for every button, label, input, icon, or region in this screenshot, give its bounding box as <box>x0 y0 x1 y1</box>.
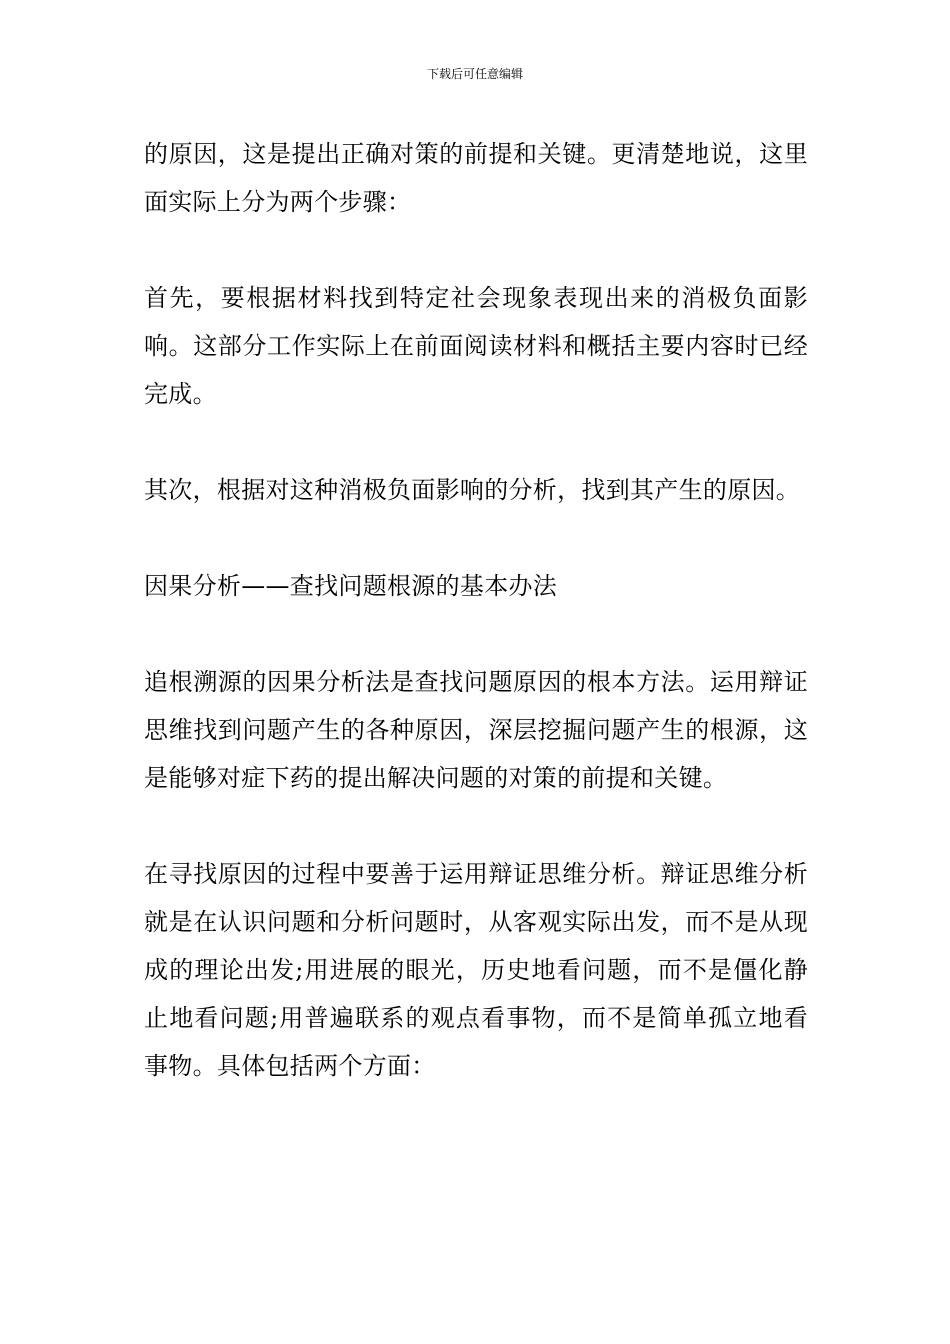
paragraph-2: 首先，要根据材料找到特定社会现象表现出来的消极负面影响。这部分工作实际上在前面阅读材料和概括主要内容时已经完成。 <box>144 284 808 408</box>
page-header: 下载后可任意编辑 <box>426 67 523 81</box>
document-body <box>144 130 808 1138</box>
paragraph-1: 的原因，这是提出正确对策的前提和关键。更清楚地说，这里面实际上分为两个步骤： <box>144 140 808 216</box>
section-heading: 因果分析——查找问题根源的基本办法 <box>144 572 558 600</box>
paragraph-3: 其次，根据对这种消极负面影响的分析，找到其产生的原因。 <box>144 476 801 504</box>
paragraph-4: 追根溯源的因果分析法是查找问题原因的根本方法。运用辩证思维找到问题产生的各种原因，深层挖掘问题产生的根源，这是能够对症下药的提出解决问题的对策的前提和关键。 <box>144 668 808 792</box>
paragraph-5: 在寻找原因的过程中要善于运用辩证思维分析。辩证思维分析就是在认识问题和分析问题时，从客观实际出发，而不是从现成的理论出发;用进展的眼光，历史地看问题，而不是僵化静止地看问题;用普遍联系的观点看事物，而不是简单孤立地看事物。具体包括两个方面： <box>144 860 808 1080</box>
